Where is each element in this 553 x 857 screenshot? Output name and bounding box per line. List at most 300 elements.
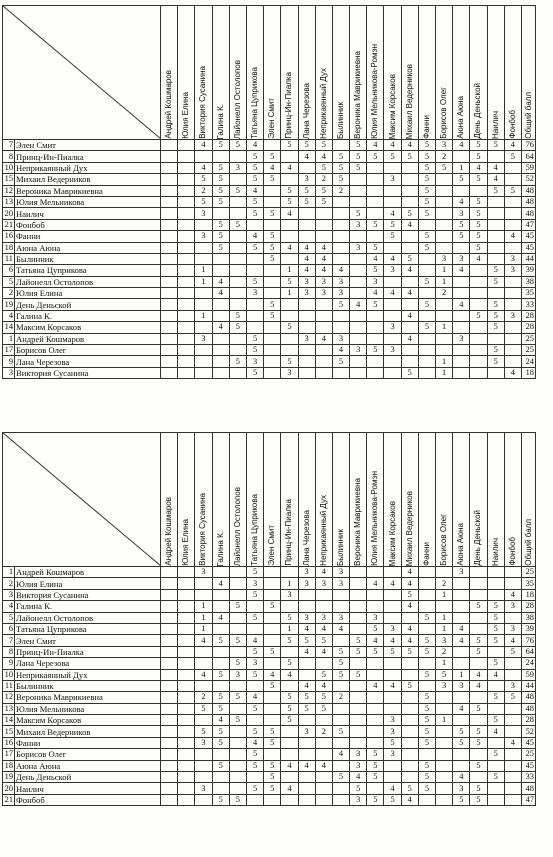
score-cell: 5 [487, 749, 504, 760]
score-cell: 4 [401, 219, 418, 230]
score-cell: 4 [246, 692, 263, 703]
score-cell [504, 578, 521, 589]
score-cell [178, 589, 195, 600]
score-cell [487, 737, 504, 748]
score-cell [178, 692, 195, 703]
score-cell: 1 [436, 589, 453, 600]
score-cell [264, 185, 281, 196]
score-cell: 5 [470, 635, 487, 646]
score-cell: 5 [264, 310, 281, 321]
score-cell [161, 680, 178, 691]
total-score: 45 [521, 737, 535, 748]
score-cell: 4 [281, 208, 298, 219]
column-header [521, 6, 535, 140]
score-cell: 5 [401, 151, 418, 162]
total-score: 28 [521, 715, 535, 726]
score-cell: 4 [453, 703, 470, 714]
score-cell [367, 589, 384, 600]
score-cell [384, 356, 401, 367]
column-header-label: Вероника Маврикиевна [353, 478, 363, 566]
column-header-label: Фонбоб [507, 537, 517, 566]
score-cell: 4 [367, 680, 384, 691]
column-header [521, 433, 535, 567]
score-cell [264, 658, 281, 669]
column-header [436, 433, 453, 567]
score-cell: 3 [436, 140, 453, 151]
column-header-label: День Деньской [473, 510, 483, 566]
score-cell [418, 288, 435, 299]
score-cell: 4 [384, 635, 401, 646]
score-cell [229, 208, 246, 219]
score-cell [229, 151, 246, 162]
score-cell [229, 288, 246, 299]
score-cell: 5 [487, 310, 504, 321]
score-cell: 3 [246, 578, 263, 589]
participant-name: Аюна Аюна [15, 760, 161, 771]
score-cell: 5 [367, 646, 384, 657]
participant-name: Элен Смит [15, 140, 161, 151]
score-cell [332, 242, 349, 253]
score-cell: 5 [470, 601, 487, 612]
score-cell [315, 208, 332, 219]
row-number: 18 [3, 760, 15, 771]
score-cell [453, 578, 470, 589]
table-row [3, 322, 536, 333]
score-cell: 3 [384, 322, 401, 333]
score-cell: 1 [195, 265, 212, 276]
score-cell: 3 [384, 345, 401, 356]
score-cell [470, 715, 487, 726]
score-cell: 5 [487, 356, 504, 367]
total-score: 64 [521, 151, 535, 162]
score-cell [264, 333, 281, 344]
table-row [3, 299, 536, 310]
score-cell [470, 567, 487, 578]
score-cell [315, 231, 332, 242]
score-cell: 4 [487, 726, 504, 737]
score-cell [212, 749, 229, 760]
diagonal-line [3, 433, 161, 566]
participant-name: Наилич [15, 208, 161, 219]
row-number: 19 [3, 772, 15, 783]
score-cell [332, 794, 349, 805]
table-row [3, 208, 536, 219]
column-header [401, 6, 418, 140]
score-cell: 3 [350, 345, 367, 356]
score-cell [436, 726, 453, 737]
score-cell [229, 231, 246, 242]
score-cell [487, 219, 504, 230]
score-cell [229, 612, 246, 623]
score-cell [298, 367, 315, 378]
score-cell [212, 151, 229, 162]
score-cell [487, 231, 504, 242]
score-cell [178, 276, 195, 287]
score-cell: 5 [332, 299, 349, 310]
row-number: 1 [3, 567, 15, 578]
row-number: 4 [3, 601, 15, 612]
score-cell: 5 [470, 726, 487, 737]
score-cell [264, 692, 281, 703]
score-cell: 5 [298, 692, 315, 703]
table-row [3, 635, 536, 646]
row-number: 9 [3, 658, 15, 669]
row-number: 15 [3, 174, 15, 185]
score-cell [315, 345, 332, 356]
column-header [178, 433, 195, 567]
score-cell [504, 322, 521, 333]
score-cell [212, 367, 229, 378]
score-cell [504, 299, 521, 310]
score-cell [453, 322, 470, 333]
score-cell [367, 185, 384, 196]
score-cell [367, 658, 384, 669]
column-header-label: Галина К. [215, 530, 225, 566]
score-cell: 5 [487, 265, 504, 276]
score-cell: 4 [401, 635, 418, 646]
score-cell [487, 760, 504, 771]
score-cell: 5 [470, 783, 487, 794]
column-header [453, 6, 470, 140]
score-cell: 5 [470, 703, 487, 714]
score-cell [367, 322, 384, 333]
score-cell [367, 208, 384, 219]
score-cell: 4 [332, 749, 349, 760]
score-cell: 5 [367, 749, 384, 760]
score-cell: 5 [229, 310, 246, 321]
score-cell [487, 794, 504, 805]
score-cell [418, 658, 435, 669]
score-cell: 4 [504, 737, 521, 748]
total-score: 18 [521, 589, 535, 600]
score-cell: 5 [212, 692, 229, 703]
column-header [212, 6, 229, 140]
score-cell: 5 [246, 333, 263, 344]
score-cell [212, 680, 229, 691]
score-cell: 5 [487, 601, 504, 612]
participant-name: Андрей Кошмаров [15, 567, 161, 578]
score-cell [178, 726, 195, 737]
score-cell [315, 715, 332, 726]
score-cell [418, 310, 435, 321]
score-cell: 4 [315, 333, 332, 344]
row-number: 12 [3, 185, 15, 196]
participant-name: Фонбоб [15, 219, 161, 230]
column-header [418, 433, 435, 567]
score-cell: 5 [298, 703, 315, 714]
score-cell: 3 [504, 265, 521, 276]
score-cell: 5 [332, 151, 349, 162]
table-row [3, 219, 536, 230]
score-cell [350, 623, 367, 634]
column-header [178, 6, 195, 140]
total-score: 48 [521, 692, 535, 703]
score-cell [332, 196, 349, 207]
score-cell [315, 737, 332, 748]
score-cell [298, 231, 315, 242]
score-cell [315, 589, 332, 600]
score-cell [350, 578, 367, 589]
score-cell: 3 [350, 760, 367, 771]
score-cell: 2 [436, 151, 453, 162]
score-cell: 5 [332, 162, 349, 173]
table-row [3, 288, 536, 299]
score-cell [195, 772, 212, 783]
participant-name: Юлия Елина [15, 288, 161, 299]
score-cell: 4 [195, 140, 212, 151]
score-cell: 5 [418, 646, 435, 657]
score-cell [350, 715, 367, 726]
score-cell: 3 [436, 253, 453, 264]
score-cell: 5 [350, 635, 367, 646]
score-cell [281, 299, 298, 310]
score-cell: 4 [195, 669, 212, 680]
score-cell [315, 601, 332, 612]
score-cell [332, 760, 349, 771]
score-cell [470, 265, 487, 276]
score-cell: 5 [470, 242, 487, 253]
total-score: 44 [521, 680, 535, 691]
score-cell: 5 [212, 794, 229, 805]
column-header-label: Борисов Олег [439, 514, 449, 566]
score-cell: 5 [418, 726, 435, 737]
score-cell [178, 299, 195, 310]
score-cell: 5 [212, 635, 229, 646]
score-cell [332, 635, 349, 646]
score-cell: 5 [281, 658, 298, 669]
score-cell [161, 231, 178, 242]
score-cell [487, 208, 504, 219]
score-cell: 5 [281, 703, 298, 714]
score-cell [436, 219, 453, 230]
score-cell: 5 [470, 151, 487, 162]
score-cell [161, 623, 178, 634]
score-cell [401, 772, 418, 783]
score-cell: 5 [315, 196, 332, 207]
score-cell: 4 [504, 367, 521, 378]
score-cell: 4 [281, 242, 298, 253]
score-cell [384, 367, 401, 378]
column-header [470, 433, 487, 567]
table-row [3, 231, 536, 242]
score-cell: 4 [281, 669, 298, 680]
score-cell: 5 [470, 140, 487, 151]
score-cell: 5 [453, 174, 470, 185]
score-cell: 5 [453, 737, 470, 748]
score-cell [229, 333, 246, 344]
score-cell: 3 [298, 333, 315, 344]
score-cell [161, 276, 178, 287]
score-cell: 4 [298, 623, 315, 634]
column-header-label: Наилич [490, 538, 500, 566]
row-number: 17 [3, 749, 15, 760]
score-cell [161, 726, 178, 737]
score-cell [298, 749, 315, 760]
score-cell: 3 [384, 749, 401, 760]
score-cell: 5 [487, 635, 504, 646]
score-cell: 3 [298, 288, 315, 299]
score-cell: 5 [264, 646, 281, 657]
score-cell: 1 [281, 288, 298, 299]
column-header [264, 433, 281, 567]
score-cell [178, 162, 195, 173]
score-cell [298, 162, 315, 173]
score-cell: 3 [315, 612, 332, 623]
score-cell [281, 310, 298, 321]
score-cell: 4 [401, 578, 418, 589]
score-cell: 3 [298, 612, 315, 623]
score-cell [281, 567, 298, 578]
score-cell [246, 310, 263, 321]
score-cell [436, 310, 453, 321]
row-number: 18 [3, 242, 15, 253]
score-cell [246, 601, 263, 612]
score-cell [298, 669, 315, 680]
score-cell: 5 [212, 737, 229, 748]
score-cell [401, 669, 418, 680]
score-cell: 3 [298, 578, 315, 589]
score-cell [229, 760, 246, 771]
column-header-label: День Деньской [473, 83, 483, 139]
score-cell [418, 794, 435, 805]
score-cell: 4 [384, 288, 401, 299]
score-cell [470, 772, 487, 783]
score-cell [453, 749, 470, 760]
participant-name: Максим Корсаков [15, 715, 161, 726]
score-cell: 5 [246, 162, 263, 173]
score-cell [504, 726, 521, 737]
score-cell: 4 [315, 151, 332, 162]
score-cell: 5 [195, 703, 212, 714]
column-header [332, 6, 349, 140]
corner-cell [3, 6, 161, 140]
participant-name: Андрей Кошмаров [15, 333, 161, 344]
score-cell: 3 [453, 680, 470, 691]
score-cell: 1 [436, 367, 453, 378]
score-cell [418, 345, 435, 356]
column-header [161, 6, 178, 140]
score-cell [212, 310, 229, 321]
score-cell [178, 646, 195, 657]
score-cell [315, 367, 332, 378]
score-cell: 4 [246, 185, 263, 196]
row-number: 14 [3, 715, 15, 726]
score-cell [161, 669, 178, 680]
score-cell: 5 [401, 680, 418, 691]
score-cell: 5 [195, 196, 212, 207]
row-number: 4 [3, 310, 15, 321]
score-cell [504, 333, 521, 344]
score-cell: 3 [504, 680, 521, 691]
total-score: 38 [521, 276, 535, 287]
score-cell: 5 [418, 185, 435, 196]
score-cell [281, 726, 298, 737]
score-cell: 5 [246, 703, 263, 714]
score-cell: 5 [470, 737, 487, 748]
total-score: 76 [521, 635, 535, 646]
score-cell [212, 356, 229, 367]
score-cell [470, 185, 487, 196]
score-cell [212, 646, 229, 657]
score-cell [332, 322, 349, 333]
score-cell [401, 356, 418, 367]
score-cell [195, 345, 212, 356]
participant-name: Лайонелл Остолопов [15, 276, 161, 287]
column-header [487, 6, 504, 140]
score-cell: 1 [436, 265, 453, 276]
score-cell [161, 356, 178, 367]
score-cell: 5 [332, 646, 349, 657]
column-header-label: Элен Смит [267, 525, 277, 566]
score-cell [178, 208, 195, 219]
score-cell: 1 [195, 612, 212, 623]
score-cell: 5 [367, 219, 384, 230]
column-header-label: Виктория Сусанина [198, 66, 208, 139]
score-cell: 3 [453, 333, 470, 344]
score-cell [436, 783, 453, 794]
score-cell [178, 760, 195, 771]
score-cell: 5 [281, 356, 298, 367]
score-cell: 5 [367, 623, 384, 634]
score-cell: 4 [315, 567, 332, 578]
score-cell [504, 288, 521, 299]
score-cell [504, 345, 521, 356]
score-cell [161, 567, 178, 578]
score-cell: 5 [350, 783, 367, 794]
score-cell: 4 [453, 772, 470, 783]
row-number: 15 [3, 726, 15, 737]
column-header-label: Наилич [490, 111, 500, 139]
score-cell [350, 276, 367, 287]
score-cell: 3 [384, 174, 401, 185]
score-cell: 4 [332, 623, 349, 634]
row-number: 9 [3, 356, 15, 367]
score-cell [384, 658, 401, 669]
participant-name: Лайонелл Остолопов [15, 612, 161, 623]
score-cell [487, 783, 504, 794]
participant-name: Борисов Олег [15, 345, 161, 356]
score-cell: 4 [470, 669, 487, 680]
total-score: 48 [521, 185, 535, 196]
score-cell [264, 140, 281, 151]
score-cell: 4 [195, 162, 212, 173]
participant-name: Виктория Сусанина [15, 589, 161, 600]
score-cell [315, 658, 332, 669]
score-cell: 3 [246, 356, 263, 367]
score-cell: 1 [436, 623, 453, 634]
table-row [3, 196, 536, 207]
score-cell: 4 [195, 635, 212, 646]
score-cell [178, 567, 195, 578]
score-cell: 5 [264, 601, 281, 612]
column-header-label: Юлия Мельникова-Ромэн [370, 44, 380, 139]
column-header [332, 433, 349, 567]
score-cell [161, 703, 178, 714]
score-cell [212, 658, 229, 669]
score-cell [161, 265, 178, 276]
score-cell: 5 [212, 185, 229, 196]
column-header-label: Лайонелл Остолопов [232, 486, 242, 566]
score-cell: 4 [315, 253, 332, 264]
score-cell [178, 140, 195, 151]
column-header [298, 6, 315, 140]
score-cell: 5 [246, 749, 263, 760]
score-cell [195, 589, 212, 600]
score-cell [161, 196, 178, 207]
score-cell [350, 612, 367, 623]
score-cell [298, 589, 315, 600]
column-header-label: Общий балл [523, 92, 533, 139]
